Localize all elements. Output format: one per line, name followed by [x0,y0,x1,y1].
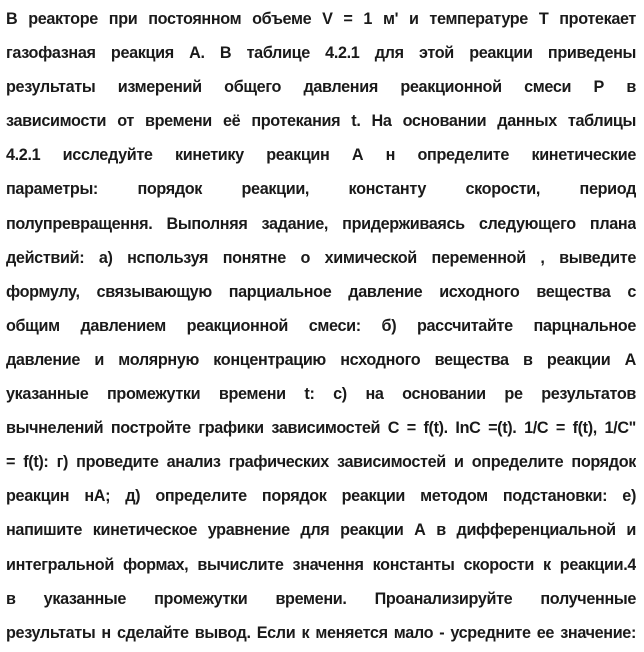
text-line: формулу, связывающую парциальное давление исходного вещества с [6,282,636,301]
text-line: = f(t): г) проведите анализ графических зависимостей и определите порядок [6,453,636,472]
text-line: газофазная реакция А. В таблице 4.2.1 для этой реакции приведены [6,44,636,63]
text-line: вычнелений постройте графики зависимостей С = f(t). InC =(t). 1/C = f(t), 1/C" [6,419,636,438]
text-line: в указанные промежутки времени. Проанализируйте полученные [6,589,636,608]
text-line: зависимости от времени её протекания t. На основании данных таблицы [6,112,636,131]
text-line: давление и молярную концентрацию нсходного вещества в реакции А [6,350,636,369]
text-line: результаты н сделайте вывод. Если к меняется мало - усредните ее значение: [6,623,636,642]
text-line: указанные промежутки времени t: с) на основании ре результатов [6,385,636,404]
problem-text [6,2,636,650]
text-line: общим давлением реакционной смеси: б) рассчитайте парцнальное [6,316,636,335]
text-line: действий: а) нспользуя понятне о химической переменной , выведите [6,248,636,267]
text-line: 4.2.1 исследуйте кинетику реакцин А н определите кинетические [6,146,636,165]
text-line: В реакторе при постоянном объеме V = 1 м' и температуре T протекает [6,10,636,28]
text-line: реакцин нА; д) определите порядок реакции методом подстановки: е) [6,487,636,506]
text-line: напишите кинетическое уравнение для реакции А в дифференциальной и [6,521,636,540]
text-line: полупревращення. Выполняя задание, придерживаясь следующего плана [6,214,636,233]
text-line: интегральной формах, вычислите значення константы скорости к реакции.4 [6,555,636,574]
text-line: результаты измерений общего давления реакционной смеси Р в [6,78,636,97]
text-line: параметры: порядок реакции, константу скорости, период [6,180,636,199]
